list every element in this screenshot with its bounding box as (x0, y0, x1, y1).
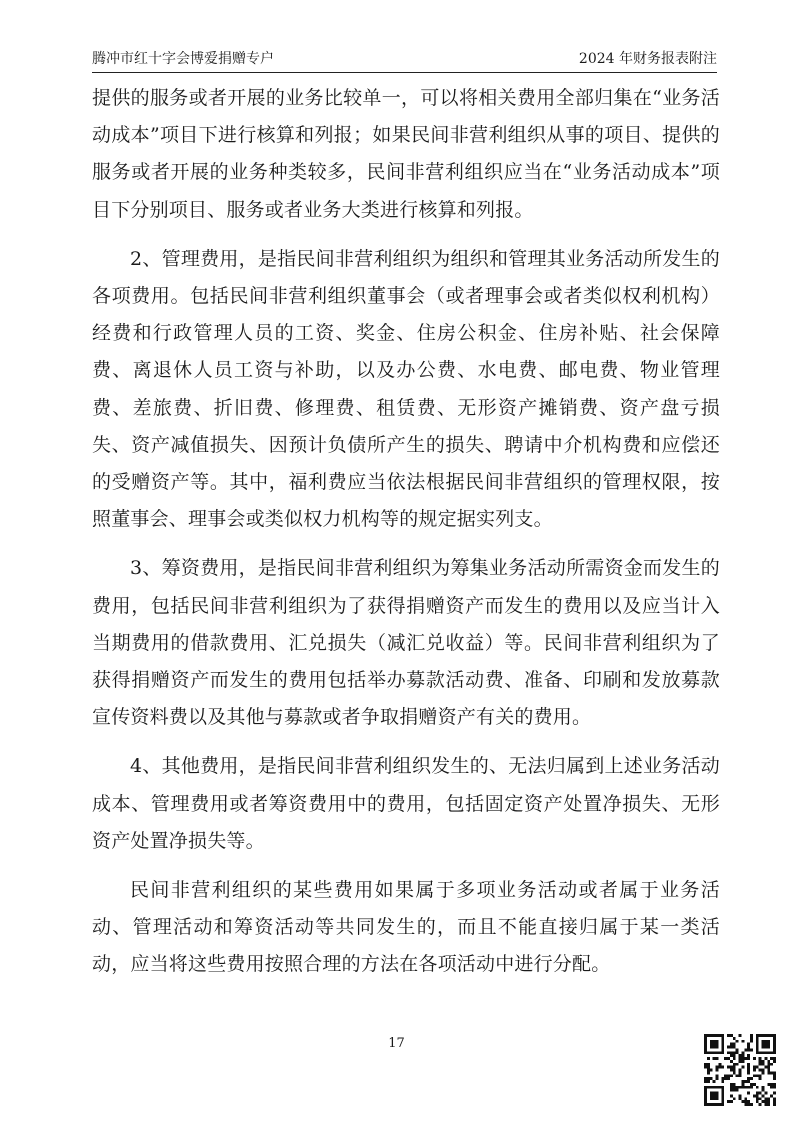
page-header (92, 50, 717, 73)
paragraph-other-expenses: 4、其他费用，是指民间非营利组织发生的、无法归属到上述业务活动成本、管理费用或者筹资费用中的费用，包括固定资产处置净损失、无形资产处置净损失等。 (92, 755, 720, 852)
page-number: 17 (388, 1036, 405, 1051)
paragraph-management-expenses: 2、管理费用，是指民间非营利组织为组织和管理其业务活动所发生的各项费用。包括民间非营利组织董事会（或者理事会或者类似权利机构）经费和行政管理人员的工资、奖金、住房公积金、住房补贴、社会保障费、离退休人员工资与补助，以及办公费、水电费、邮电费、物业管理费、差旅费、折旧费、修理费、租赁费、无形资产摊销费、资产盘亏损失、资产减值损失、因预计负债所产生的损失、聘请中介机构费和应偿还的受赠资产等。其中，福利费应当依法根据民间非营组织的管理权限，按照董事会、理事会或类似权力机构等的规定据实列支。 (92, 247, 720, 531)
header-document-title: 2024 年财务报表附注 (578, 51, 717, 67)
header-organization: 腾冲市红十字会博爱捐赠专户 (92, 51, 274, 67)
qr-code-icon (704, 1034, 776, 1106)
paragraph-cost-allocation: 民间非营利组织的某些费用如果属于多项业务活动或者属于业务活动、管理活动和筹资活动等共同发生的，而且不能直接归属于某一类活动，应当将这些费用按照合理的方法在各项活动中进行分配。 (92, 879, 720, 976)
paragraph-fundraising-expenses: 3、筹资费用，是指民间非营利组织为筹集业务活动所需资金而发生的费用，包括民间非营利组织为了获得捐赠资产而发生的费用以及应当计入当期费用的借款费用、汇兑损失（减汇兑收益）等。民间非营利组织为了获得捐赠资产而发生的费用包括举办募款活动费、准备、印刷和发放募款宣传资料费以及其他与募款或者争取捐赠资产有关的费用。 (92, 557, 720, 729)
paragraph-continuation: 提供的服务或者开展的业务比较单一，可以将相关费用全部归集在“业务活动成本”项目下进行核算和列报；如果民间非营利组织从事的项目、提供的服务或者开展的业务种类较多，民间非营利组织应当在“业务活动成本”项目下分别项目、服务或者业务大类进行核算和列报。 (92, 87, 720, 221)
document-body (92, 80, 720, 984)
